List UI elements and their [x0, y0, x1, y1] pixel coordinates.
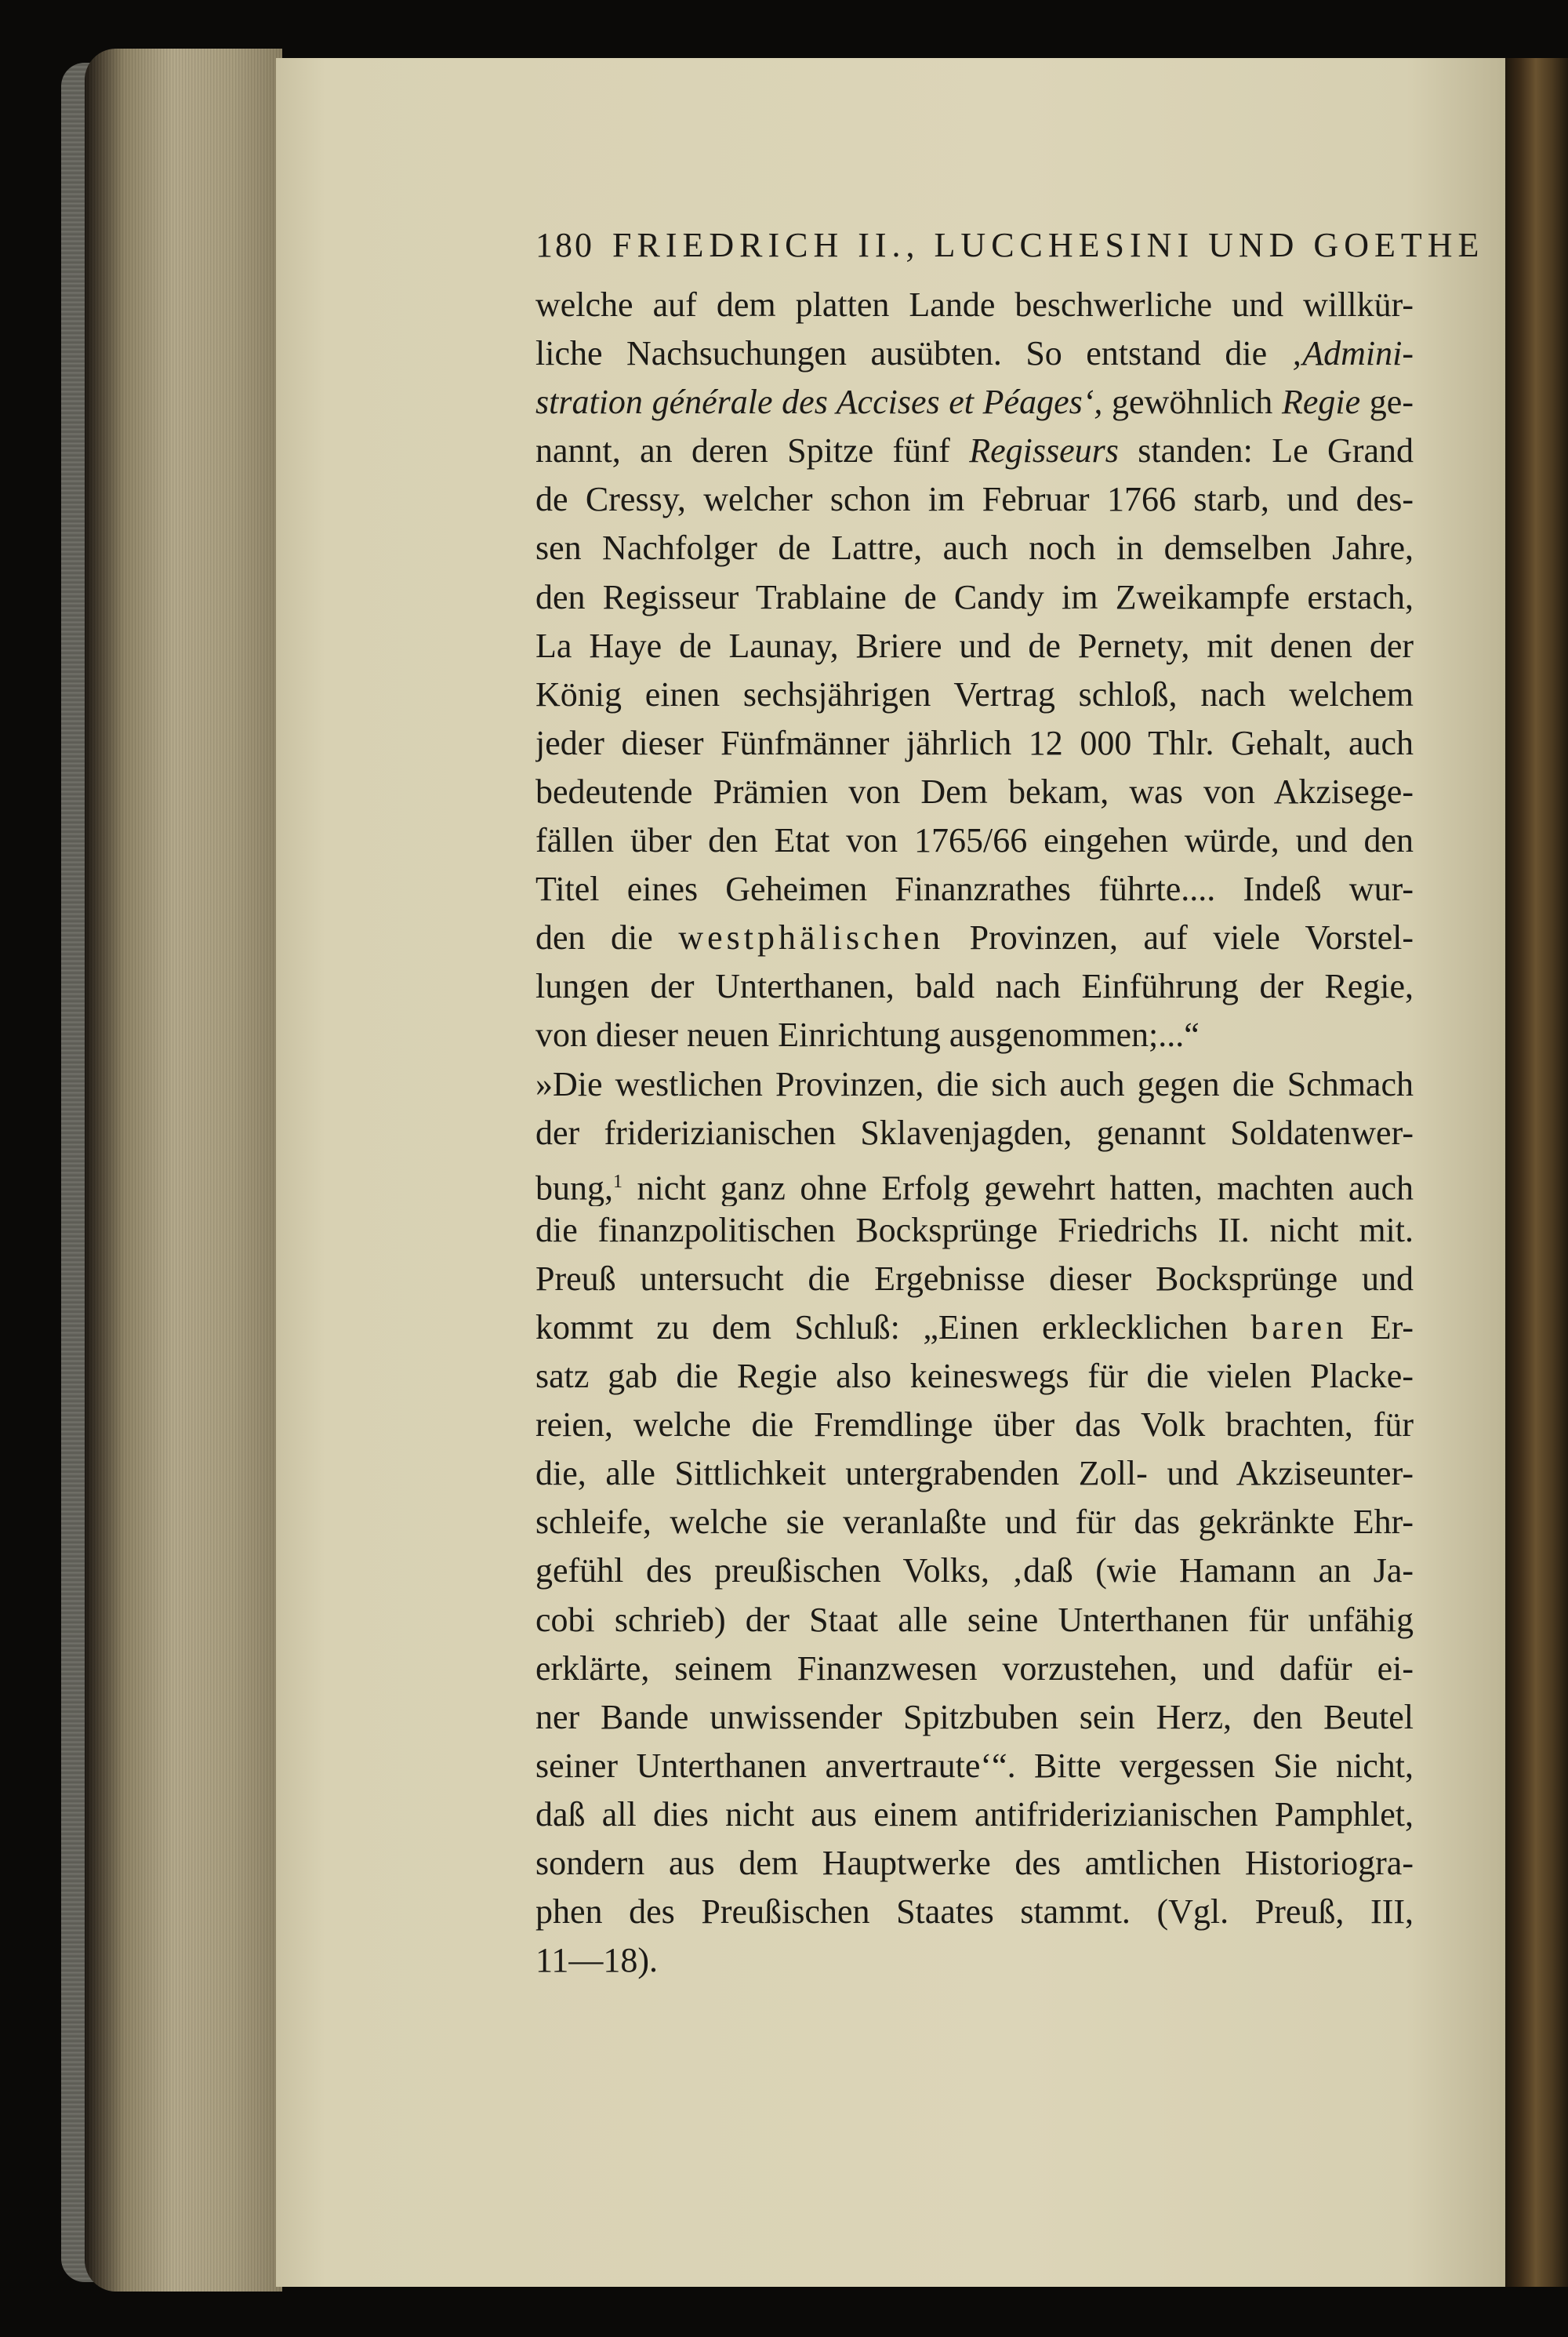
text-line: reien, welche die Fremdlinge über das Volk brachten, für — [535, 1405, 1414, 1445]
text-line: gefühl des preußischen Volks, ‚daß (wie Hamann an Ja- — [535, 1551, 1414, 1590]
text-line: 11—18). — [535, 1941, 659, 1980]
text-line: schleife, welche sie veranlaßte und für das gekränkte Ehr- — [535, 1503, 1414, 1542]
text-line: ner Bande unwissender Spitzbuben sein Herz, den Beutel — [535, 1697, 1414, 1736]
page-number: 180 — [535, 226, 594, 264]
text-line: sen Nachfolger de Lattre, auch noch in demselben Jahre, — [535, 529, 1414, 568]
body-text — [535, 281, 1414, 1985]
text-line: nannt, an deren Spitze fünf Regisseurs standen: Le Grand — [535, 431, 1414, 471]
italic-term: ‚Admini- — [1290, 334, 1414, 373]
text-line: die, alle Sittlichkeit untergrabenden Zoll- und Akziseunter- — [535, 1454, 1414, 1493]
text-line: der friderizianischen Sklavenjagden, genannt Soldatenwer- — [535, 1113, 1414, 1152]
text-line: seiner Unterthanen anvertraute‘“. Bitte vergessen Sie nicht, — [535, 1746, 1414, 1785]
text-line: daß all dies nicht aus einem antifriderizianischen Pamphlet, — [535, 1794, 1414, 1834]
text-line: lungen der Unterthanen, bald nach Einführung der Regie, — [535, 967, 1414, 1006]
italic-term: Regie — [1281, 383, 1361, 422]
text-line: cobi schrieb) der Staat alle seine Unterthanen für unfähig — [535, 1600, 1414, 1639]
facing-page-edge — [1504, 58, 1568, 2287]
running-head: FRIEDRICH II., LUCCHESINI UND GOETHE — [612, 226, 1485, 264]
text-line: den Regisseur Trablaine de Candy im Zweikampfe erstach, — [535, 577, 1414, 616]
italic-term: stration générale des Accises et Péages‘, — [535, 383, 1103, 422]
page-header — [535, 224, 1485, 267]
text-line: König einen sechsjährigen Vertrag schloß, nach welchem — [535, 674, 1414, 714]
footnote-marker: 1 — [613, 1171, 622, 1192]
text-line: welche auf dem platten Lande beschwerliche und willkür- — [535, 285, 1414, 324]
text-line: jeder dieser Fünfmänner jährlich 12 000 Thlr. Gehalt, auch — [535, 723, 1414, 762]
text-line: La Haye de Launay, Briere und de Pernety, mit denen der — [535, 626, 1414, 665]
text-line: fällen über den Etat von 1765/66 eingehen würde, und den — [535, 821, 1414, 860]
text-line: »Die westlichen Provinzen, die sich auch gegen die Schmach — [535, 1064, 1414, 1103]
text-line: Preuß untersucht die Ergebnisse dieser Bocksprünge und — [535, 1259, 1414, 1298]
text-line: stration générale des Accises et Péages‘, gewöhnlich Regie ge- — [535, 383, 1414, 422]
text-line: de Cressy, welcher schon im Februar 1766 starb, und des- — [535, 480, 1414, 519]
text-line: satz gab die Regie also keineswegs für die vielen Placke- — [535, 1357, 1414, 1396]
text-line: die finanzpolitischen Bocksprünge Friedrichs II. nicht mit. — [535, 1210, 1414, 1249]
text-line: phen des Preußischen Staates stammt. (Vgl. Preuß, III, — [535, 1892, 1414, 1932]
page-edges — [85, 49, 282, 2292]
spaced-term: baren — [1250, 1307, 1348, 1347]
text-line: den die westphälischen Provinzen, auf viele Vorstel- — [535, 918, 1414, 958]
italic-term: Regisseurs — [969, 431, 1119, 471]
text-line: liche Nachsuchungen ausübten. So entstand die ‚Admini- — [535, 334, 1414, 373]
text-line: erklärte, seinem Finanzwesen vorzustehen, und dafür ei- — [535, 1648, 1414, 1688]
text-line: Titel eines Geheimen Finanzrathes führte.... Indeß wur- — [535, 870, 1414, 909]
text-line: bedeutende Prämien von Dem bekam, was von Akzisege- — [535, 772, 1414, 811]
text-line: sondern aus dem Hauptwerke des amtlichen Historiogra- — [535, 1844, 1414, 1882]
spaced-term: westphälischen — [678, 918, 945, 958]
text-line: bung,$^1$ nicht ganz ohne Erfolg gewehrt hatten, machten auch — [535, 1168, 1414, 1206]
text-line: kommt zu dem Schluß: „Einen erklecklichen baren Er- — [535, 1307, 1414, 1347]
text-line: von dieser neuen Einrichtung ausgenommen;...“ — [535, 1016, 1200, 1055]
